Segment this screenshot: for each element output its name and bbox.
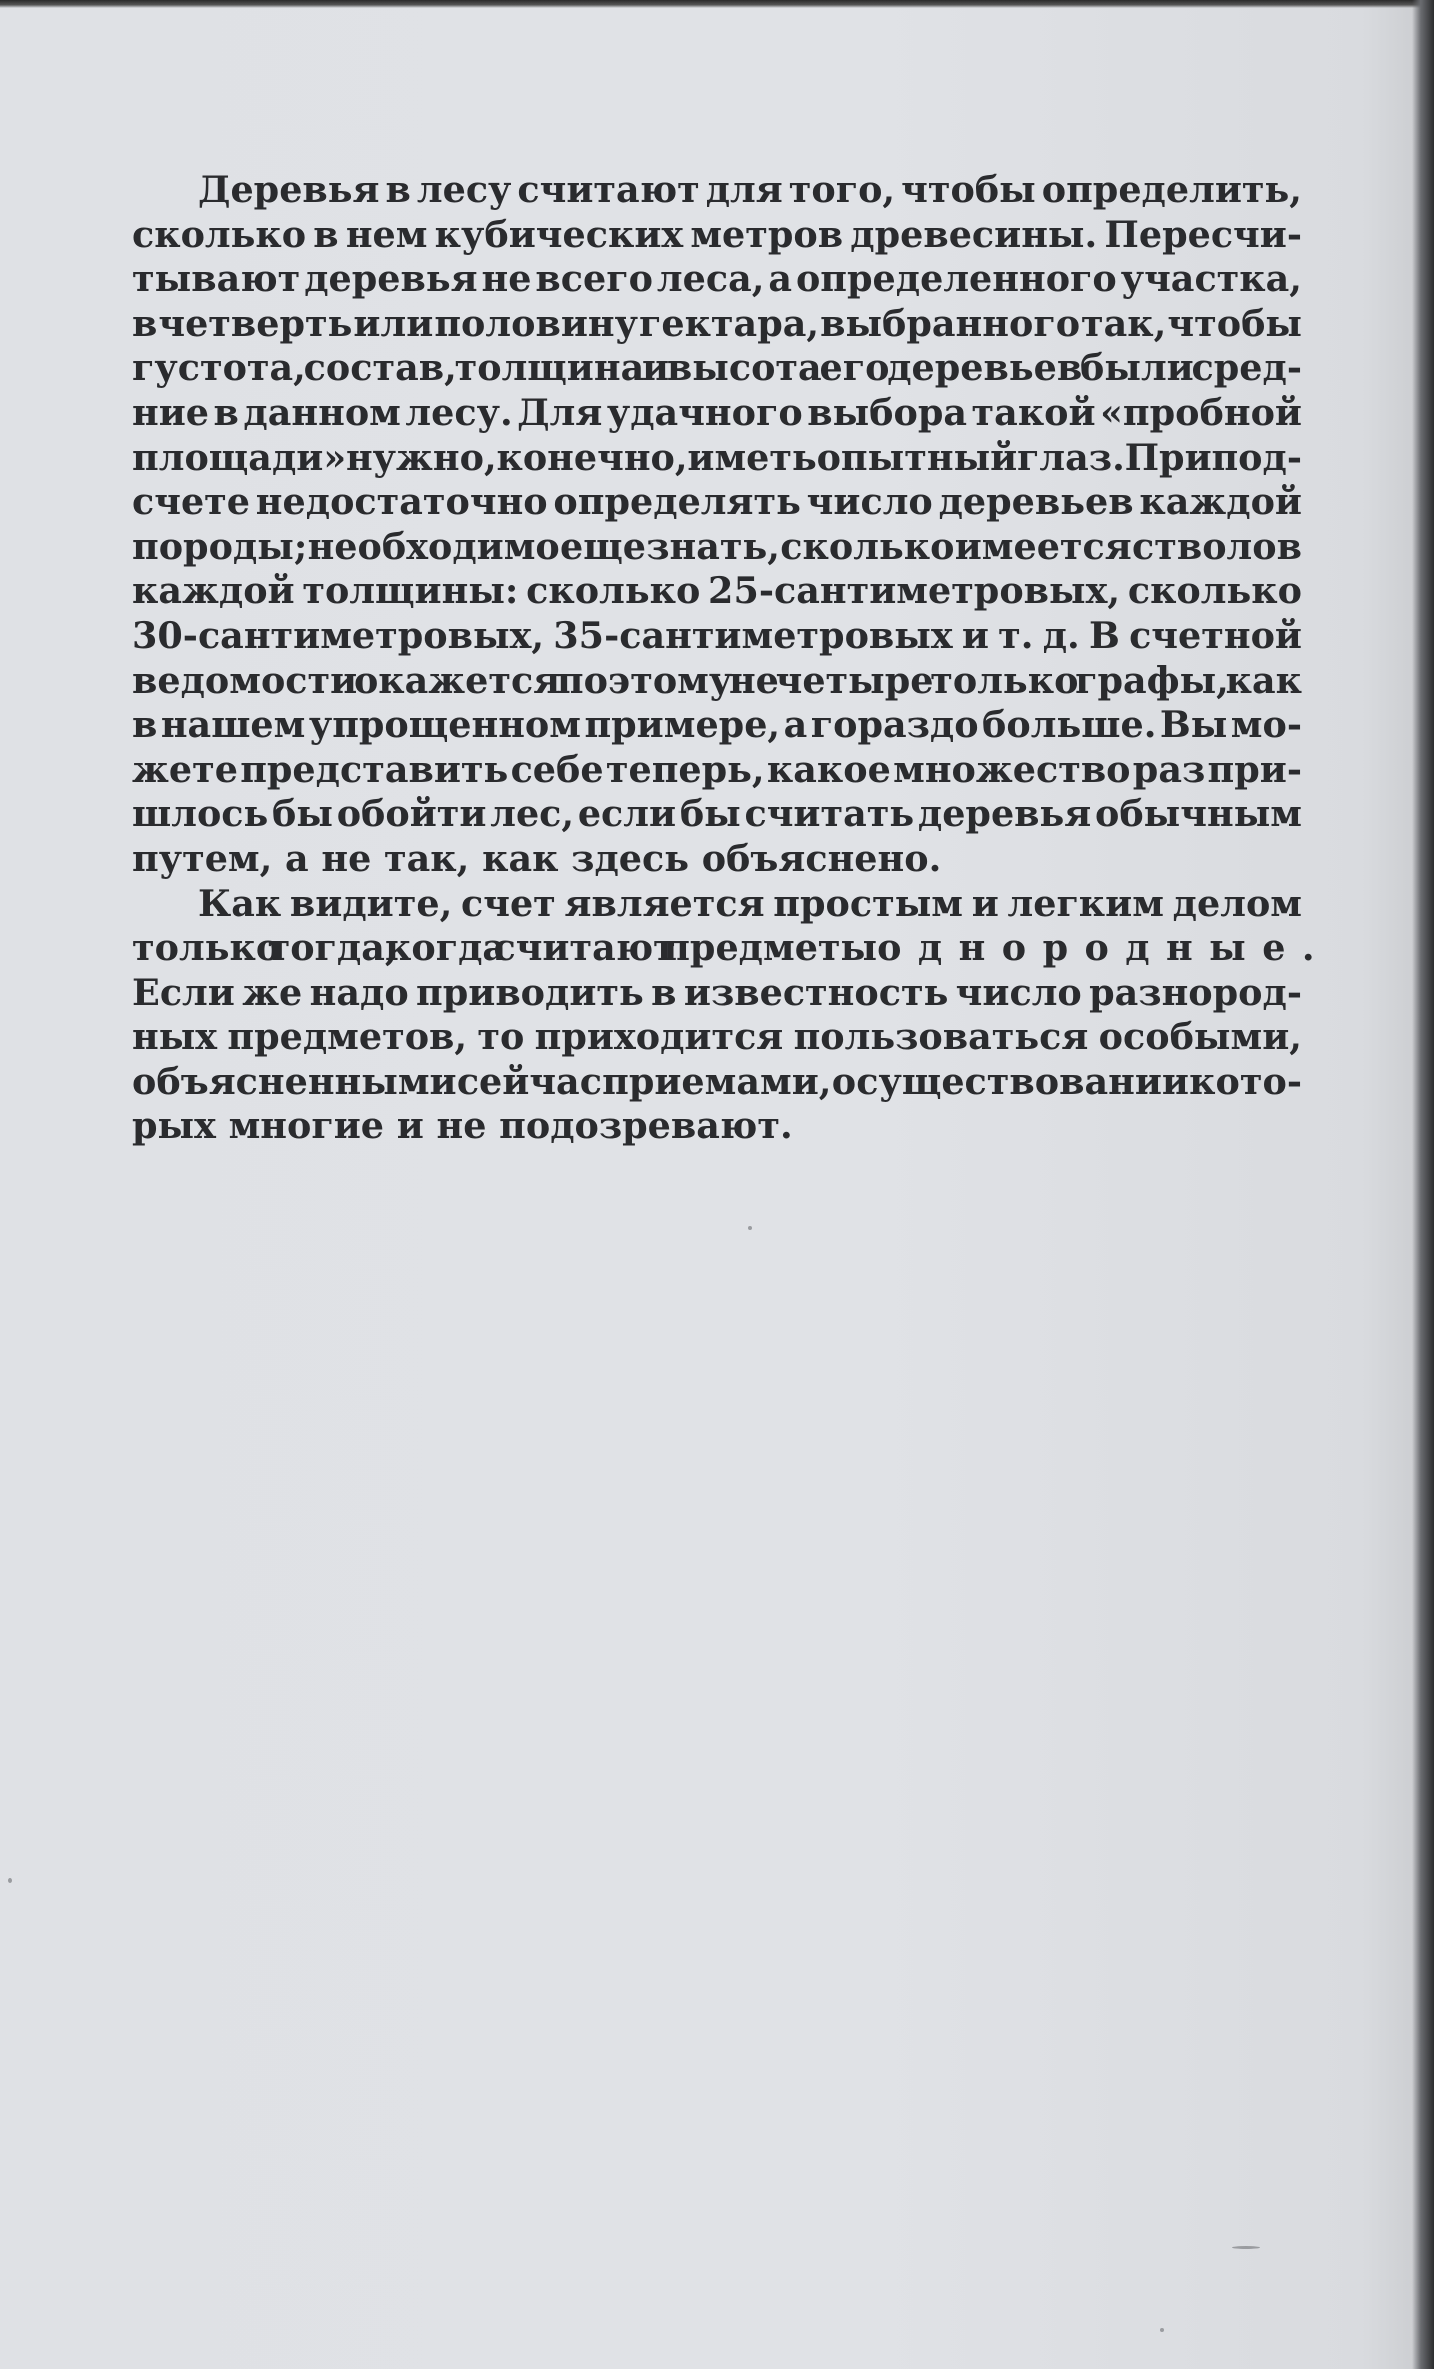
emphasis-prefix: только тогда, когда считают предметы — [132, 926, 878, 970]
text-line: в нашем упрощенном примере, а гораздо больше. Вы мо- — [132, 703, 1302, 747]
text-line: 30-сантиметровых, 35-сантиметровых и т. д. В счетной — [132, 613, 1302, 657]
body-text — [132, 168, 1315, 1149]
scan-right-edge — [1412, 0, 1434, 2369]
text-line: породы; необходимо еще знать, сколько имеется стволов — [132, 524, 1302, 568]
text-line: объясненными сейчас приемами, о существовании кото- — [132, 1059, 1302, 1103]
text-line: путем, а не так, как здесь объяснено. — [132, 836, 942, 880]
text-line: ние в данном лесу. Для удачного выбора такой «пробной — [132, 390, 1302, 434]
text-line: рых многие и не подозревают. — [132, 1104, 793, 1148]
text-line: в четверть или половину гектара, выбранного так, чтобы — [132, 301, 1302, 345]
paragraph-1 — [132, 168, 1302, 882]
text-line: Как видите, счет является простым и легким делом — [198, 881, 1302, 925]
text-line: ных предметов, то приходится пользоваться особыми, — [132, 1015, 1302, 1059]
text-line: площади» нужно, конечно, иметь опытный глаз. При под- — [132, 435, 1302, 479]
text-line: счете недостаточно определять число деревьев каждой — [132, 480, 1302, 524]
emphasized-word: однородные — [877, 926, 1302, 970]
text-line: Если же надо приводить в известность число разнород- — [132, 970, 1302, 1014]
text-line: ведомости окажется поэтому не четыре только графы, как — [132, 658, 1302, 702]
paragraph-2 — [132, 881, 1315, 1150]
scan-speck — [8, 1878, 12, 1883]
scan-speck — [1232, 2246, 1260, 2249]
text-line: жете представить себе теперь, какое множество раз при- — [132, 747, 1302, 791]
text-line: Деревья в лесу считают для того, чтобы определить, — [198, 168, 1302, 211]
emphasis-suffix: . — [1301, 926, 1315, 970]
text-line: каждой толщины: сколько 25-сантиметровых, сколько — [132, 569, 1302, 613]
scan-speck — [1160, 2328, 1164, 2332]
scan-top-edge — [0, 0, 1434, 8]
text-line: тывают деревья не всего леса, а определенного участка, — [132, 257, 1302, 301]
scan-speck — [748, 1226, 752, 1230]
text-line: шлось бы обойти лес, если бы считать деревья обычным — [132, 792, 1302, 836]
text-line: густота, состав, толщина и высота его деревьев были сред- — [132, 346, 1302, 390]
text-line-emphasis — [132, 926, 1315, 971]
text-line: сколько в нем кубических метров древесины. Пересчи- — [132, 212, 1302, 256]
